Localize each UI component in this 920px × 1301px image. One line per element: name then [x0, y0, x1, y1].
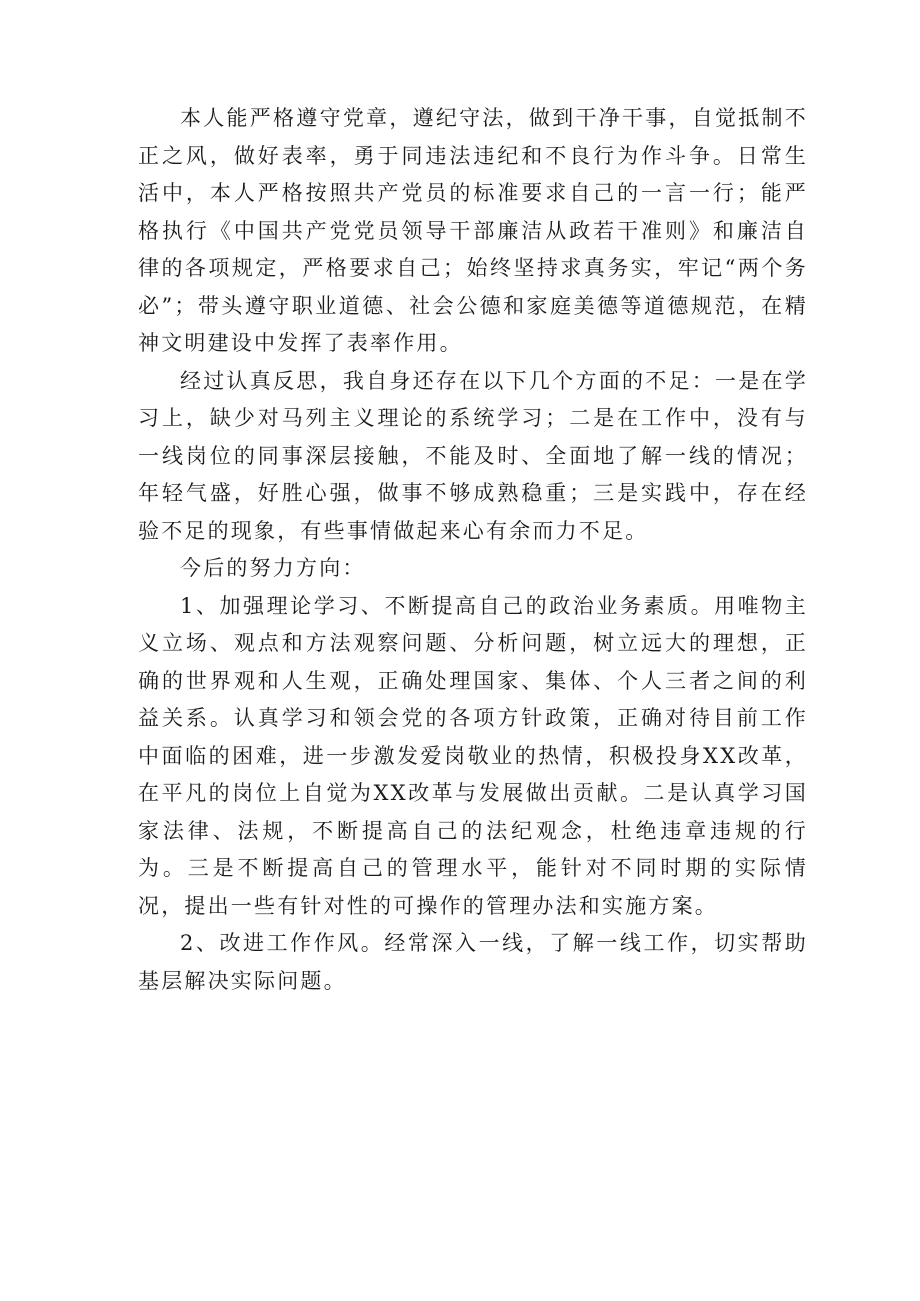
paragraph-direction-heading: 今后的努力方向：	[180, 556, 366, 580]
paragraph-conduct: 本人能严格遵守党章，遵纪守法，做到干净干事，自觉抵制不正之风，做好表率，勇于同违法违纪和不良行为作斗争。日常生活中，本人严格按照共产党员的标准要求自己的一言一行；能严格执行《中国共产党党员领导干部廉洁从政若干准则》和廉洁自律的各项规定，严格要求自己；始终坚持求真务实，牢记“两个务必”；带头遵守职业道德、社会公德和家庭美德等道德规范，在精神文明建设中发挥了表率作用。	[138, 106, 808, 355]
paragraph-item-2: 2、改进工作作风。经常深入一线，了解一线工作，切实帮助基层解决实际问题。	[138, 931, 808, 993]
paragraph-shortcomings: 经过认真反思，我自身还存在以下几个方面的不足：一是在学习上，缺少对马列主义理论的系统学习；二是在工作中，没有与一线岗位的同事深层接触，不能及时、全面地了解一线的情况；年轻气盛，好胜心强，做事不够成熟稳重；三是实践中，存在经验不足的现象，有些事情做起来心有余而力不足。	[138, 368, 808, 543]
document-body	[138, 100, 808, 1000]
paragraph-item-1: 1、加强理论学习、不断提高自己的政治业务素质。用唯物主义立场、观点和方法观察问题、分析问题，树立远大的理想，正确的世界观和人生观，正确处理国家、集体、个人三者之间的利益关系。认真学习和领会党的各项方针政策，正确对待目前工作中面临的困难，进一步激发爱岗敬业的热情，积极投身XX改革，在平凡的岗位上自觉为XX改革与发展做出贡献。二是认真学习国家法律、法规，不断提高自己的法纪观念，杜绝违章违规的行为。三是不断提高自己的管理水平，能针对不同时期的实际情况，提出一些有针对性的可操作的管理办法和实施方案。	[138, 593, 808, 918]
